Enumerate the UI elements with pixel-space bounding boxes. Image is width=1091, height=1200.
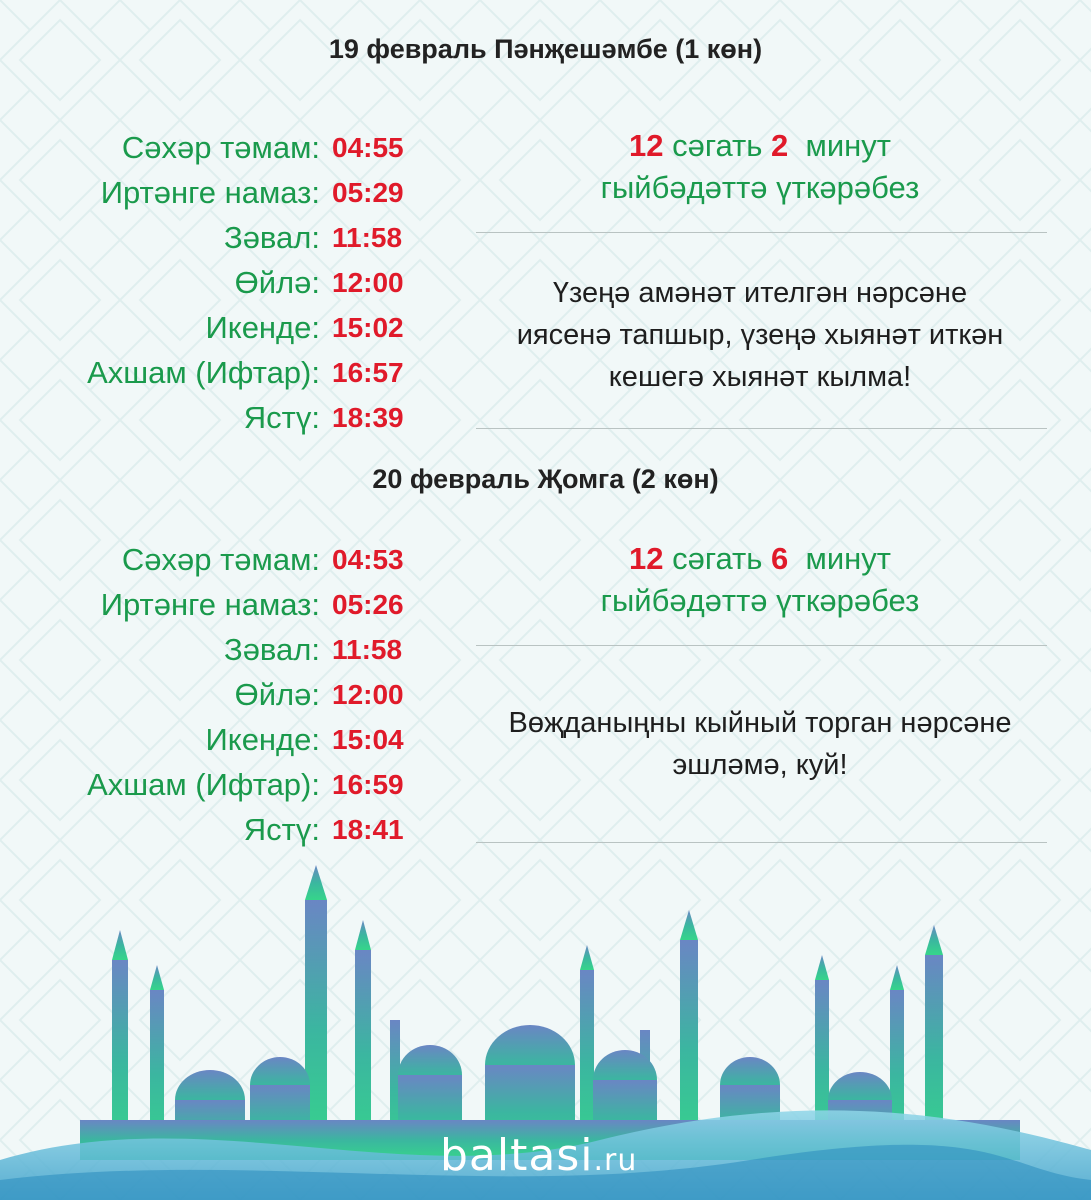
time-row: Ахшам (Ифтар): 16:57: [87, 354, 404, 390]
day-2-times: [0, 537, 410, 852]
day-2-quote: Вөҗданыңны кыйный торган нәрсәне эшләмә, куй!: [508, 707, 1012, 781]
day-2-duration: [470, 538, 1050, 622]
day-1-times: [0, 125, 410, 440]
time-row: Ахшам (Ифтар): 16:59: [87, 766, 404, 802]
day-1-header: [0, 34, 1091, 65]
duration-line-2: гыйбәдәттә үткәрәбез: [600, 170, 920, 205]
site-logo: baltasi.ru: [440, 1130, 638, 1181]
time-row: Иртәнге намаз: 05:29: [100, 174, 404, 210]
day-2-header: [0, 464, 1091, 495]
day-1-quote: Үзеңә амәнәт ителгән нәрсәне иясенә тапшыр, үзеңә хыянәт иткән кешегә хыянәт кылма!: [516, 277, 1004, 393]
time-row: Өйлә: 12:00: [234, 264, 404, 300]
time-row: Сәхәр тәмам: 04:55: [121, 129, 404, 165]
day-1-duration: [470, 125, 1050, 209]
separator: [476, 232, 1047, 233]
time-row: Иртәнге намаз: 05:26: [100, 586, 404, 622]
time-row: Зәвал: 11:58: [223, 219, 403, 255]
duration-line-2: гыйбәдәттә үткәрәбез: [600, 583, 920, 618]
time-row: Ястү: 18:39: [243, 399, 404, 435]
time-row: Сәхәр тәмам: 04:53: [121, 541, 404, 577]
day-1-title: 19 февраль Пәнҗешәмбе (1 көн): [328, 34, 763, 64]
time-row: Зәвал: 11:58: [223, 631, 403, 667]
time-row: Ястү: 18:41: [243, 811, 404, 847]
separator: [476, 842, 1047, 843]
duration-line-1: 12 сәгать 2 минут: [629, 128, 891, 163]
separator: [476, 428, 1047, 429]
duration-line-1: 12 сәгать 6 минут: [629, 541, 891, 576]
day-2-title: 20 февраль Җомга (2 көн): [372, 464, 719, 494]
time-row: Өйлә: 12:00: [234, 676, 404, 712]
time-row: Икенде: 15:04: [205, 721, 404, 757]
time-row: Икенде: 15:02: [205, 309, 404, 345]
separator: [476, 645, 1047, 646]
